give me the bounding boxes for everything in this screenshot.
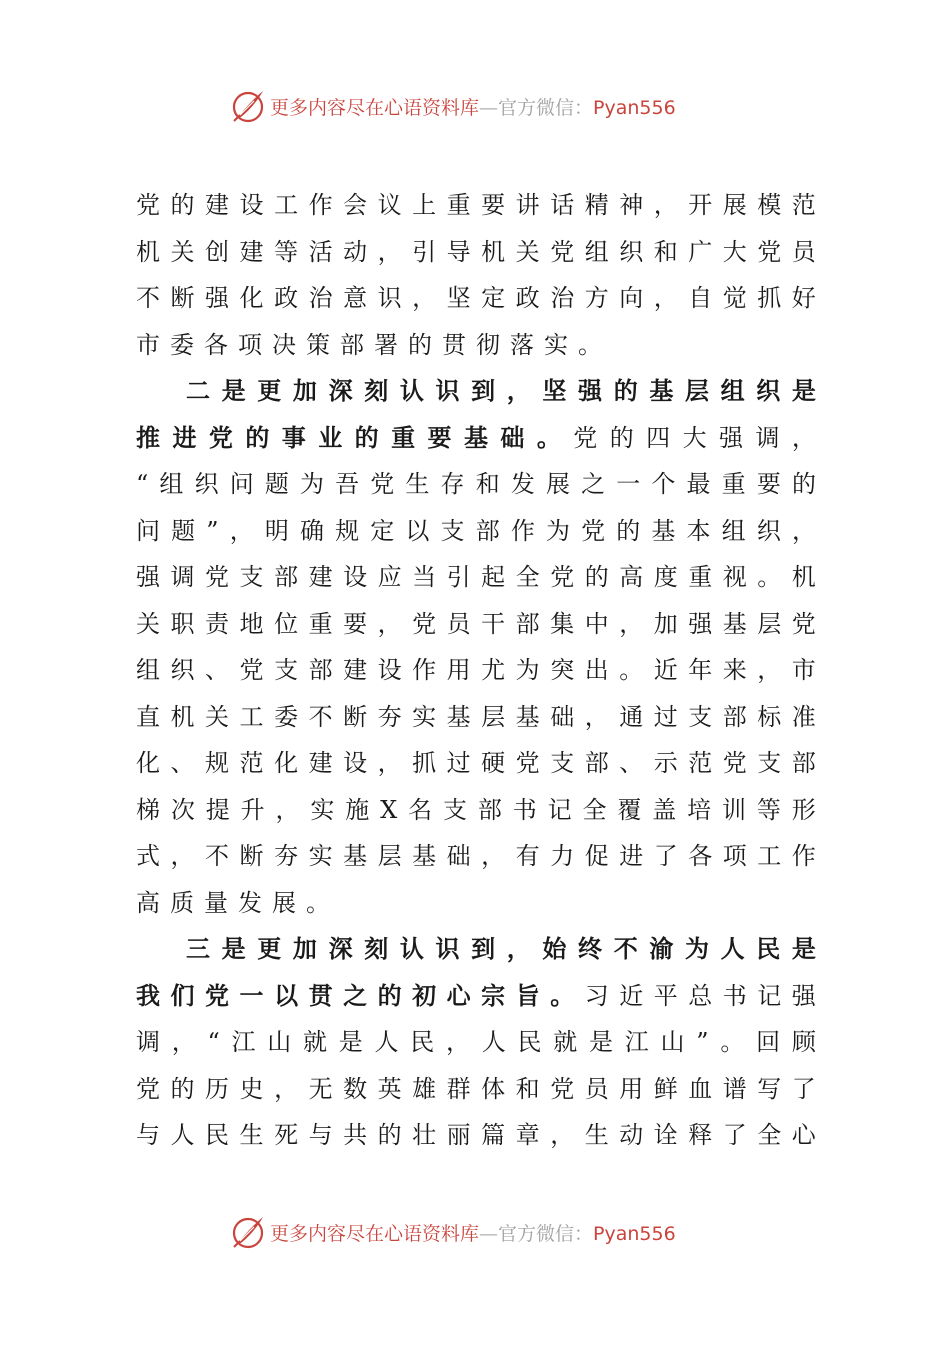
- feather-pen-logo-icon: [230, 88, 266, 124]
- watermark-handle: Pyan556: [593, 96, 676, 119]
- watermark-brand: 更多内容尽在心语资料库: [270, 96, 480, 119]
- watermark-handle: Pyan556: [593, 1222, 676, 1245]
- text-line: 式 ， 不 断 夯 实 基 层 基 础 ， 有 力 促 进 了 各 项 工 作: [136, 842, 816, 870]
- text-line: 问 题 ” ， 明 确 规 定 以 支 部 作 为 党 的 基 本 组 织 ，: [136, 516, 816, 545]
- text-line: 党 的 历 史 ， 无 数 英 雄 群 体 和 党 员 用 鲜 血 谱 写 了: [136, 1074, 816, 1103]
- text-line: 党 的 建 设 工 作 会 议 上 重 要 讲 话 精 神 ， 开 展 模 范: [136, 191, 816, 219]
- watermark-dash: —: [479, 1222, 499, 1245]
- watermark-wechat-label: 官方微信：: [498, 96, 594, 119]
- text-line: 关 职 责 地 位 重 要 ， 党 员 干 部 集 中 ， 加 强 基 层 党: [136, 609, 816, 638]
- text-line: 梯 次 提 升 ， 实 施 X 名 支 部 书 记 全 覆 盖 培 训 等 形: [136, 795, 816, 824]
- watermark-text: [270, 1219, 676, 1246]
- text-line: 化 、 规 范 化 建 设 ， 抓 过 硬 党 支 部 、 示 范 党 支 部: [136, 749, 816, 777]
- text-line: 我 们 党 一 以 贯 之 的 初 心 宗 旨 。 习 近 平 总 书 记 强: [136, 980, 816, 1010]
- watermark-text: [270, 93, 676, 120]
- text-line: “ 组 织 问 题 为 吾 党 生 存 和 发 展 之 一 个 最 重 要 的: [136, 470, 816, 498]
- watermark-banner-bottom: [230, 1212, 750, 1252]
- text-line: 二 是 更 加 深 刻 认 识 到 ， 坚 强 的 基 层 组 织 是: [186, 376, 816, 405]
- text-line: 三 是 更 加 深 刻 认 识 到 ， 始 终 不 渝 为 人 民 是: [186, 934, 816, 963]
- watermark-wechat-label: 官方微信：: [498, 1222, 594, 1245]
- document-body: [136, 182, 816, 1159]
- text-line: 市 委 各 项 决 策 部 署 的 贯 彻 落 实 。: [136, 330, 612, 359]
- watermark-dash: —: [479, 96, 499, 119]
- watermark-banner-top: [230, 86, 750, 126]
- text-line: 不 断 强 化 政 治 意 识 ， 坚 定 政 治 方 向 ， 自 觉 抓 好: [136, 284, 816, 312]
- feather-pen-logo-icon: [230, 1214, 266, 1250]
- text-line: 组 织 、 党 支 部 建 设 作 用 尤 为 突 出 。 近 年 来 ， 市: [136, 656, 816, 684]
- text-line: 强 调 党 支 部 建 设 应 当 引 起 全 党 的 高 度 重 视 。 机: [136, 563, 816, 591]
- text-line: 推 进 党 的 事 业 的 重 要 基 础 。 党 的 四 大 强 调 ，: [136, 422, 816, 452]
- text-line: 调 ， “ 江 山 就 是 人 民 ， 人 民 就 是 江 山 ” 。 回 顾: [136, 1028, 816, 1056]
- text-line: 机 关 创 建 等 活 动 ， 引 导 机 关 党 组 织 和 广 大 党 员: [136, 237, 816, 266]
- text-line: 高 质 量 发 展 。: [136, 888, 340, 917]
- watermark-brand: 更多内容尽在心语资料库: [270, 1222, 480, 1245]
- text-line: 与 人 民 生 死 与 共 的 壮 丽 篇 章 ， 生 动 诠 释 了 全 心: [136, 1121, 816, 1149]
- text-line: 直 机 关 工 委 不 断 夯 实 基 层 基 础 ， 通 过 支 部 标 准: [136, 702, 816, 731]
